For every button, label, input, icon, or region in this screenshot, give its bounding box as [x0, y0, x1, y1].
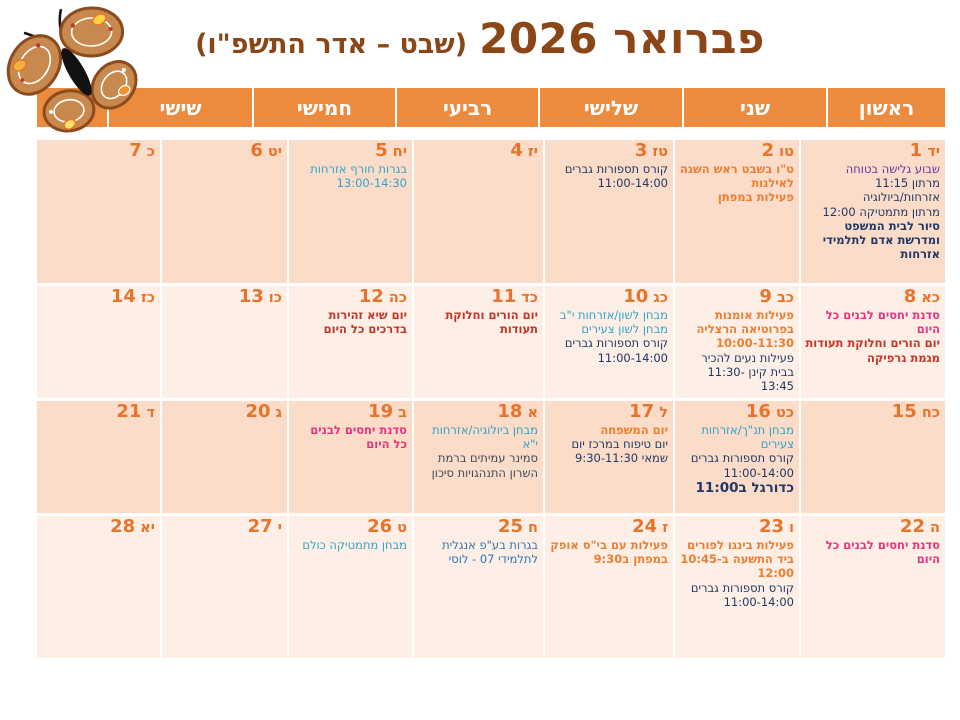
calendar-event: כדורגל ב11:00: [695, 479, 794, 496]
day-label: [166, 288, 282, 307]
day-cell-28: [37, 516, 160, 658]
weekday-header-5: שישי: [109, 88, 252, 127]
gregorian-day-number: 19: [368, 401, 394, 422]
gregorian-day-number: 27: [247, 516, 273, 537]
weekday-header-4: חמישי: [254, 88, 395, 127]
calendar-event: פעילות בינגו לפורים ביד התשעה ב10:45-12:00: [680, 537, 794, 581]
calendar-event: 12:00 מרתון מתמטיקה: [822, 204, 940, 219]
gregorian-day-number: 3: [634, 140, 648, 161]
hebrew-day-number: יט: [267, 144, 282, 160]
hebrew-day-number: טז: [652, 144, 668, 160]
calendar-event: מבחן לשון/אזרחות י"ב: [559, 307, 668, 322]
calendar-event: שבוע גלישה בטוחה: [845, 161, 940, 176]
calendar-event: פעילות עם בי"ס אופק במפתן ב9:30: [550, 537, 668, 567]
hebrew-day-number: יא: [140, 520, 155, 536]
day-cell-26: [289, 516, 412, 658]
title-month-year: פברואר 2026: [479, 14, 765, 63]
day-label: [41, 142, 155, 161]
hebrew-day-number: י: [277, 520, 282, 536]
calendar-event: בגרות בע"פ אנגלית לתלמידי 07 - לוסי: [442, 537, 538, 567]
calendar-event: יום הורים וחלוקת תעודות: [445, 307, 538, 337]
hebrew-day-number: ט: [397, 520, 407, 536]
day-label: [805, 142, 940, 161]
gregorian-day-number: 12: [358, 286, 384, 307]
gregorian-day-number: 20: [245, 401, 271, 422]
calendar-event: קורס תספורות גברים 11:00-14:00: [564, 336, 668, 365]
calendar-event: מבחן לשון צעירים: [581, 322, 668, 337]
day-cell-8: [801, 286, 945, 398]
hebrew-day-number: א: [527, 405, 538, 421]
day-label: [679, 142, 794, 161]
day-label: [549, 142, 668, 161]
day-label: [549, 518, 668, 537]
calendar-event: מבחן מתמטיקה כולם: [302, 537, 407, 552]
calendar-event: סדנת יחסים לבנים כל היום: [825, 537, 940, 567]
day-cell-22: [801, 516, 945, 658]
day-cell-27: [162, 516, 287, 658]
day-cell-2: [675, 140, 799, 283]
gregorian-day-number: 8: [903, 286, 917, 307]
weekday-header-2: שלישי: [540, 88, 682, 127]
hebrew-day-number: כד: [521, 290, 538, 306]
hebrew-day-number: טו: [779, 144, 794, 160]
day-cell-14: [37, 286, 160, 398]
day-cell-4: [414, 140, 543, 283]
calendar-event: בגרות חורף אזרחות 13:00-14:30: [310, 161, 407, 191]
day-cell-13: [162, 286, 287, 398]
gregorian-day-number: 17: [629, 401, 655, 422]
gregorian-day-number: 15: [891, 401, 917, 422]
day-cell-21: [37, 401, 160, 513]
gregorian-day-number: 13: [238, 286, 264, 307]
calendar-event: קורס תספורות גברים 11:00-14:00: [690, 580, 794, 609]
gregorian-day-number: 25: [497, 516, 524, 537]
day-label: [293, 403, 407, 422]
hebrew-day-number: ה: [930, 520, 940, 536]
calendar-event: יום טיפוח במרכז יום שמאי 9:30-11:30: [571, 437, 668, 466]
day-label: [679, 518, 794, 537]
hebrew-day-number: כה: [388, 290, 407, 306]
hebrew-day-number: ח: [528, 520, 538, 536]
day-label: [549, 403, 668, 422]
day-cell-17: [545, 401, 673, 513]
calendar-event: יום שיא זהירות בדרכים כל היום: [323, 307, 407, 337]
hebrew-day-number: ג: [275, 405, 282, 421]
gregorian-day-number: 21: [116, 401, 142, 422]
day-label: [805, 288, 940, 307]
calendar-event: סדנת יחסים לבנים כל היום: [310, 422, 407, 452]
day-cell-1: [801, 140, 945, 283]
calendar-event: פעילות במפתן: [717, 190, 794, 205]
day-cell-18: [414, 401, 543, 513]
calendar-event: 11:15 מרתון אזרחות/ביולוגיה: [862, 176, 940, 205]
gregorian-day-number: 28: [110, 516, 136, 537]
calendar-event: יום המשפחה: [600, 422, 668, 437]
calendar-event: מבחן ביולוגיה/אזרחות י"א: [432, 422, 538, 452]
hebrew-day-number: כט: [775, 405, 794, 421]
day-cell-24: [545, 516, 673, 658]
day-cell-15: [801, 401, 945, 513]
calendar-event: יום הורים וחלוקת תעודות מגמת גרפיקה: [805, 336, 940, 365]
gregorian-day-number: 23: [758, 516, 785, 537]
gregorian-day-number: 24: [632, 516, 658, 537]
hebrew-day-number: כ: [146, 144, 155, 160]
day-cell-6: [162, 140, 287, 283]
day-label: [41, 288, 155, 307]
calendar-event: קורס תספורות גברים 11:00-14:00: [564, 161, 668, 191]
gregorian-day-number: 16: [745, 401, 771, 422]
day-label: [418, 288, 538, 307]
weekday-header-3: רביעי: [397, 88, 538, 127]
butterfly-wing: [60, 7, 124, 57]
butterfly-image: [0, 0, 152, 142]
hebrew-day-number: כו: [268, 290, 282, 306]
gregorian-day-number: 26: [367, 516, 393, 537]
calendar-event: ט"ו בשבט ראש השנה לאילנות: [679, 161, 794, 191]
hebrew-day-number: כח: [921, 405, 940, 421]
day-label: [805, 403, 940, 422]
hebrew-day-number: יח: [392, 144, 407, 160]
weekday-header-row: [35, 88, 945, 127]
hebrew-day-number: ו: [789, 520, 794, 536]
gregorian-day-number: 7: [129, 140, 142, 161]
hebrew-day-number: כג: [653, 290, 668, 306]
day-label: [418, 142, 538, 161]
calendar-event: קורס תספורות גברים 11:00-14:00: [690, 451, 794, 480]
hebrew-day-number: ז: [662, 520, 668, 536]
day-label: [418, 403, 538, 422]
hebrew-day-number: ל: [659, 405, 668, 421]
day-label: [293, 518, 407, 537]
day-label: [166, 142, 282, 161]
gregorian-day-number: 4: [510, 140, 523, 161]
day-cell-12: [289, 286, 412, 398]
hebrew-day-number: יד: [927, 144, 940, 160]
day-label: [805, 518, 940, 537]
calendar-event: סמינר עמיתים ברמת השרון התנהגויות סיכון: [431, 451, 538, 480]
hebrew-day-number: כא: [921, 290, 940, 306]
day-label: [679, 288, 794, 307]
day-cell-10: [545, 286, 673, 398]
day-label: [166, 518, 282, 537]
day-cell-5: [289, 140, 412, 283]
calendar-event: פעילות אומנות בפרוטיאה הרצליה 10:00-11:30: [696, 307, 794, 351]
gregorian-day-number: 18: [497, 401, 523, 422]
gregorian-day-number: 9: [759, 286, 772, 307]
day-cell-16: [675, 401, 799, 513]
hebrew-day-number: כז: [140, 290, 155, 306]
day-label: [293, 142, 407, 161]
gregorian-day-number: 1: [909, 140, 923, 161]
day-label: [293, 288, 407, 307]
day-label: [41, 403, 155, 422]
day-cell-7: [37, 140, 160, 283]
hebrew-day-number: יז: [527, 144, 538, 160]
hebrew-day-number: ד: [146, 405, 155, 421]
gregorian-day-number: 22: [899, 516, 926, 537]
day-cell-23: [675, 516, 799, 658]
day-label: [679, 403, 794, 422]
day-cell-11: [414, 286, 543, 398]
day-cell-19: [289, 401, 412, 513]
gregorian-day-number: 6: [250, 140, 263, 161]
calendar-event: פעילות נעים להכיר בבית קינן 11:30-13:45: [701, 350, 794, 394]
hebrew-day-number: ב: [398, 405, 407, 421]
hebrew-day-number: כב: [776, 290, 794, 306]
day-label: [41, 518, 155, 537]
gregorian-day-number: 11: [491, 286, 517, 307]
weekday-header-1: שני: [684, 88, 826, 127]
day-label: [166, 403, 282, 422]
gregorian-day-number: 5: [375, 140, 388, 161]
day-label: [418, 518, 538, 537]
calendar-event: סדנת יחסים לבנים כל היום: [825, 307, 940, 337]
title-hebrew-range: (שבט – אדר התשפ"ו): [195, 29, 468, 60]
day-label: [549, 288, 668, 307]
weekday-header-0: ראשון: [828, 88, 945, 127]
gregorian-day-number: 14: [110, 286, 136, 307]
day-cell-20: [162, 401, 287, 513]
calendar-grid: [35, 140, 945, 658]
day-cell-25: [414, 516, 543, 658]
day-cell-3: [545, 140, 673, 283]
gregorian-day-number: 2: [761, 140, 775, 161]
calendar-event: מבחן תנ"ך/אזרחות צעירים: [701, 422, 794, 452]
calendar-event: סיור לבית המשפט ומדרשת אדם לתלמידי אזרחות: [822, 218, 940, 262]
day-cell-9: [675, 286, 799, 398]
gregorian-day-number: 10: [623, 286, 649, 307]
